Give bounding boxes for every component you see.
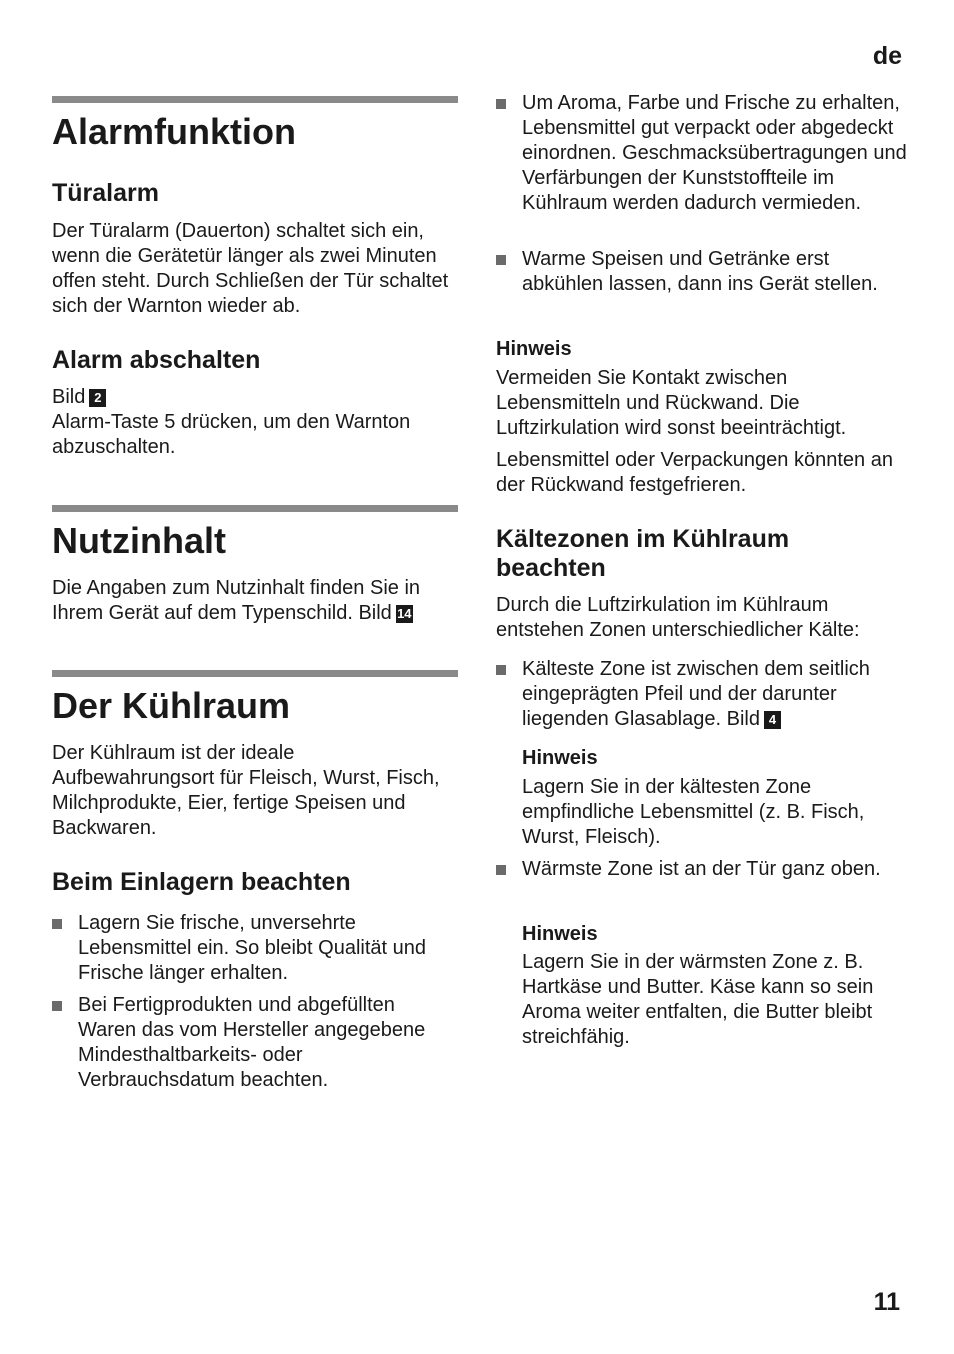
figure-label: Bild bbox=[52, 386, 86, 408]
page-number: 11 bbox=[873, 1288, 900, 1316]
list-item-text: Bei Fertigprodukten und abgefüllten Waren das vom Hersteller angegebene Mindesthaltbarkeits- oder Verbrauchsdatum beachten. bbox=[78, 994, 426, 1091]
bullet-icon bbox=[496, 865, 506, 875]
list-item bbox=[496, 247, 908, 297]
section-title-kuehlraum: Der Kühlraum bbox=[52, 685, 291, 726]
paragraph-kaeltezonen: Durch die Luftzirkulation im Kühlraum entstehen Zonen unterschiedlicher Kälte: bbox=[496, 594, 860, 641]
note-paragraph: Lagern Sie in der kältesten Zone empfindliche Lebensmittel (z. B. Fisch, Wurst, Fleisch). bbox=[522, 776, 865, 848]
paragraph-kuehlraum: Der Kühlraum ist der ideale Aufbewahrungsort für Fleisch, Wurst, Fisch, Milchprodukte, Eier, fertige Speisen und Backwaren. bbox=[52, 742, 440, 839]
list-item bbox=[52, 993, 458, 1093]
subheading-einlagern: Beim Einlagern beachten bbox=[52, 868, 351, 896]
bullet-icon bbox=[496, 255, 506, 265]
figure-number-badge: 14 bbox=[397, 606, 412, 621]
note-label: Hinweis bbox=[522, 747, 598, 769]
section-rule bbox=[52, 670, 458, 677]
subheading-alarm-abschalten: Alarm abschalten bbox=[52, 346, 261, 374]
section-rule bbox=[52, 96, 458, 103]
list-item-text: Wärmste Zone ist an der Tür ganz oben. bbox=[522, 858, 881, 880]
list-item bbox=[496, 857, 908, 882]
note-paragraph: Vermeiden Sie Kontakt zwischen Lebensmitteln und Rückwand. Die Luftzirkulation wird sonst beeinträchtigt. bbox=[496, 367, 847, 439]
paragraph-alarm-abschalten: Alarm-Taste 5 drücken, um den Warnton abzuschalten. bbox=[52, 411, 411, 458]
nutzinhalt-text: Die Angaben zum Nutzinhalt finden Sie in Ihrem Gerät auf dem Typenschild. Bild bbox=[52, 577, 421, 624]
note-paragraph: Lagern Sie in der wärmsten Zone z. B. Hartkäse und Butter. Käse kann so sein Aroma weiter entfalten, die Butter bleibt streichfähig. bbox=[522, 951, 874, 1048]
note-paragraph: Lebensmittel oder Verpackungen könnten an der Rückwand festgefrieren. bbox=[496, 449, 893, 496]
list-item-text: Lagern Sie frische, unversehrte Lebensmittel ein. So bleibt Qualität und Frische länger erhalten. bbox=[78, 912, 426, 984]
subheading-kaeltezonen: Kältezonen im Kühlraum beachten bbox=[496, 525, 790, 582]
list-item bbox=[496, 91, 908, 216]
list-item-text: Warme Speisen und Getränke erst abkühlen lassen, dann ins Gerät stellen. bbox=[522, 248, 878, 295]
figure-number-badge: 2 bbox=[89, 389, 106, 407]
subheading-tueralarm: Türalarm bbox=[52, 179, 159, 207]
list-item-text: Kälteste Zone ist zwischen dem seitlich eingeprägten Pfeil und der darunter liegenden Glasablage. Bild bbox=[522, 658, 870, 730]
bullet-icon bbox=[52, 919, 62, 929]
figure-reference-line bbox=[52, 385, 106, 410]
paragraph-tueralarm: Der Türalarm (Dauerton) schaltet sich ein, wenn die Gerätetür länger als zwei Minuten offen steht. Durch Schließen der Tür schaltet sich der Warnton wieder ab. bbox=[52, 220, 449, 317]
bullet-icon bbox=[496, 99, 506, 109]
note-label: Hinweis bbox=[496, 338, 572, 360]
section-title-alarmfunktion: Alarmfunktion bbox=[52, 111, 297, 152]
paragraph-nutzinhalt bbox=[52, 576, 458, 626]
figure-number-badge: 4 bbox=[764, 711, 781, 729]
list-item bbox=[52, 911, 458, 986]
section-title-nutzinhalt: Nutzinhalt bbox=[52, 520, 226, 561]
language-tag: de bbox=[872, 42, 902, 70]
bullet-icon bbox=[496, 665, 506, 675]
section-rule bbox=[52, 505, 458, 512]
list-item bbox=[496, 657, 908, 732]
bullet-icon bbox=[52, 1001, 62, 1011]
note-label: Hinweis bbox=[522, 923, 598, 945]
list-item-text: Um Aroma, Farbe und Frische zu erhalten, Lebensmittel gut verpackt oder abgedeckt einordnen. Geschmacksübertragungen und Verfärbungen der Kunststoffteile im Kühlraum werden dadurch vermieden. bbox=[522, 92, 907, 214]
